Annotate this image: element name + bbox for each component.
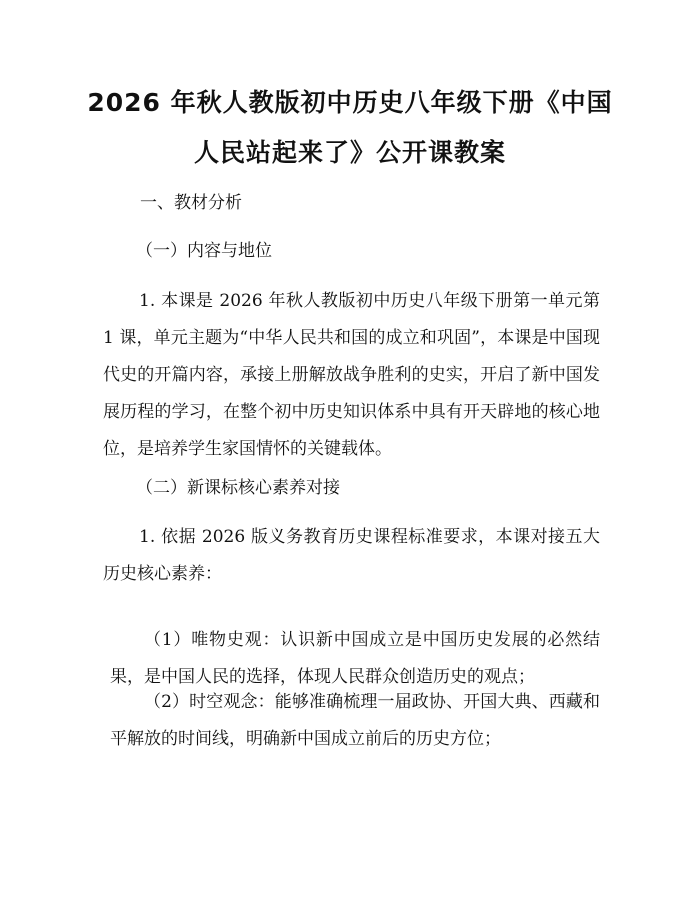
paragraph-time-space-concept: （2）时空观念：能够准确梳理一届政协、开国大典、西藏和平解放的时间线，明确新中国成立前后的历史方位；: [110, 692, 600, 749]
paragraph-historical-materialism: （1）唯物史观：认识新中国成立是中国历史发展的必然结果，是中国人民的选择，体现人民群众创造历史的观点；: [110, 630, 600, 687]
paragraph-curriculum-standard: 1. 依据 2026 版义务教育历史课程标准要求，本课对接五大历史核心素养：: [103, 527, 600, 584]
paragraph-lesson-position: 1. 本课是 2026 年秋人教版初中历史八年级下册第一单元第 1 课，单元主题为“中华人民共和国的成立和巩固”，本课是中国现代史的开篇内容，承接上册解放战争胜利的史实，开启了新中国发展历程的学习，在整个初中历史知识体系中具有开天辟地的核心地位，是培养学生家国情怀的关键载体。: [103, 291, 600, 459]
section-heading-textbook-analysis: 一、教材分析: [140, 193, 242, 213]
document-title-line-1: 2026 年秋人教版初中历史八年级下册《中国: [87, 88, 613, 117]
subsection-heading-content-position: （一）内容与地位: [136, 241, 272, 261]
document-title-line-2: 人民站起来了》公开课教案: [193, 138, 506, 167]
subsection-heading-core-literacy: （二）新课标核心素养对接: [136, 478, 340, 498]
